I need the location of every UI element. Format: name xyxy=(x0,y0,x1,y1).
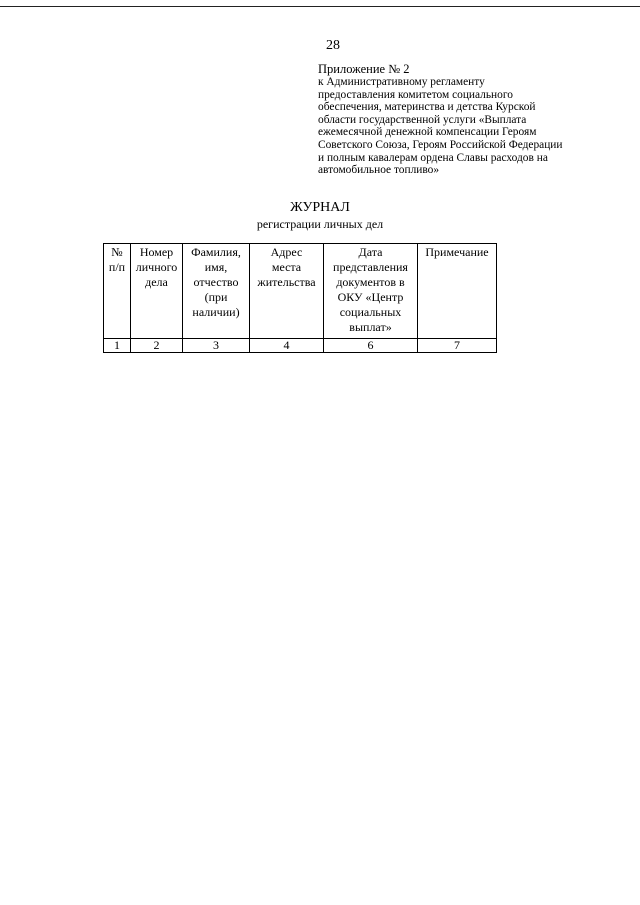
column-number-cell: 6 xyxy=(324,339,418,353)
journal-title: ЖУРНАЛ xyxy=(290,200,350,215)
column-number-cell: 1 xyxy=(104,339,131,353)
appendix-block xyxy=(318,62,608,177)
appendix-line: предоставления комитетом социального xyxy=(318,88,513,101)
column-number-cell: 3 xyxy=(183,339,250,353)
table-column-numbers-row xyxy=(104,339,497,353)
header-label: № п/п xyxy=(108,245,126,274)
page-number: 28 xyxy=(326,38,340,53)
header-label: Дата представления документов в ОКУ «Центр социальных выплат» xyxy=(333,245,408,334)
appendix-line: обеспечения, материнства и детства Курской xyxy=(318,101,536,114)
page-top-edge xyxy=(0,0,640,7)
appendix-line: и полным кавалерам ордена Славы расходов на xyxy=(318,151,548,164)
header-label: Фамилия, имя, отчество (при наличии) xyxy=(191,245,241,319)
register-table xyxy=(103,243,497,353)
table-header-row xyxy=(104,244,497,339)
appendix-line: Советского Союза, Героям Российской Федерации xyxy=(318,138,563,151)
header-label: Номер личного дела xyxy=(135,245,178,289)
column-number-cell: 4 xyxy=(250,339,324,353)
header-cell-full-name xyxy=(183,244,250,339)
header-label: Адрес места жительства xyxy=(257,245,316,289)
header-cell-submission-date xyxy=(324,244,418,339)
appendix-line: к Административному регламенту xyxy=(318,76,485,88)
column-number-cell: 7 xyxy=(418,339,497,353)
header-cell-note xyxy=(418,244,497,339)
header-cell-address xyxy=(250,244,324,339)
header-label: Примечание xyxy=(425,245,489,259)
column-number-cell: 2 xyxy=(131,339,183,353)
appendix-line: автомобильное топливо» xyxy=(318,164,440,177)
header-cell-case-number xyxy=(131,244,183,339)
appendix-line: области государственной услуги «Выплата xyxy=(318,113,527,126)
journal-subtitle: регистрации личных дел xyxy=(256,217,384,231)
header-cell-number xyxy=(104,244,131,339)
appendix-title: Приложение № 2 xyxy=(318,62,410,76)
appendix-line: ежемесячной денежной компенсации Героям xyxy=(318,126,537,139)
